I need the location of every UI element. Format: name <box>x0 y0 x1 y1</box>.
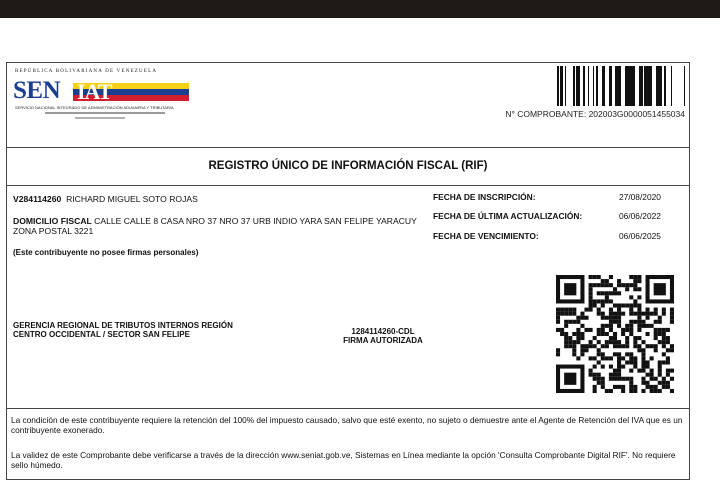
fecha-actualizacion-label: FECHA DE ÚLTIMA ACTUALIZACIÓN: <box>433 211 583 221</box>
page-title: REGISTRO ÚNICO DE INFORMACIÓN FISCAL (RIF) <box>7 147 689 186</box>
comprobante-barcode-icon <box>557 66 685 106</box>
fecha-actualizacion-value: 06/06/2022 <box>619 211 661 221</box>
fecha-inscripcion-label: FECHA DE INSCRIPCIÓN: <box>433 192 536 202</box>
seniat-logo <box>13 67 191 123</box>
firma-autorizada <box>323 327 443 345</box>
rif-number: V284114260 <box>13 194 62 204</box>
document-header <box>7 63 689 148</box>
qr-code-icon <box>556 275 674 393</box>
gerencia-regional: GERENCIA REGIONAL DE TRIBUTOS INTERNOS REGIÓN CENTRO OCCIDENTAL / SECTOR SAN FELIPE <box>13 321 233 339</box>
conditions-section <box>7 408 689 470</box>
logo-wordmark: SEN <box>13 77 61 104</box>
fecha-vencimiento-value: 06/06/2025 <box>619 231 661 241</box>
retention-notice: La condición de este contribuyente requiere la retención del 100% del impuesto causado, salvo que esté exento, no sujeto o demuestre ante el Agente de Retención del IVA que es un contribuyente exonerado. <box>11 415 683 435</box>
fecha-inscripcion-value: 27/08/2020 <box>619 192 661 202</box>
domicilio-value: CALLE CALLE 8 CASA NRO 37 NRO 37 URB INDIO YARA SAN FELIPE YARACUY ZONA POSTAL 3221 <box>13 216 417 236</box>
logo-small-print-icon <box>15 111 191 123</box>
top-dark-bar <box>0 0 720 18</box>
no-firmas-note: (Este contribuyente no posee firmas personales) <box>13 248 199 257</box>
domicilio-fiscal <box>13 216 431 236</box>
taxpayer-identity <box>13 194 198 204</box>
fecha-vencimiento-label: FECHA DE VENCIMIENTO: <box>433 231 539 241</box>
domicilio-label: DOMICILIO FISCAL <box>13 216 92 226</box>
logo-subtitle: SERVICIO NACIONAL INTEGRADO DE ADMINISTRACIÓN ADUANERA Y TRIBUTARIA <box>15 105 174 110</box>
taxpayer-name: RICHARD MIGUEL SOTO ROJAS <box>66 194 198 204</box>
firma-label: FIRMA AUTORIZADA <box>343 336 423 345</box>
validity-notice: La validez de este Comprobante debe verificarse a través de la dirección www.seniat.gob.ve, Sistemas en Línea mediante la opción 'Consulta Comprobante Digital RIF'. No requiere sello húmedo. <box>11 450 676 470</box>
logo-republic-text: REPÚBLICA BOLIVARIANA DE VENEZUELA <box>15 69 158 74</box>
comprobante-number: N° COMPROBANTE: 202003G0000051455034 <box>505 109 685 119</box>
firma-code: 1284114260-CDL <box>351 327 415 336</box>
rif-document <box>6 62 690 480</box>
logo-flag-stripe: IAT <box>73 83 189 101</box>
